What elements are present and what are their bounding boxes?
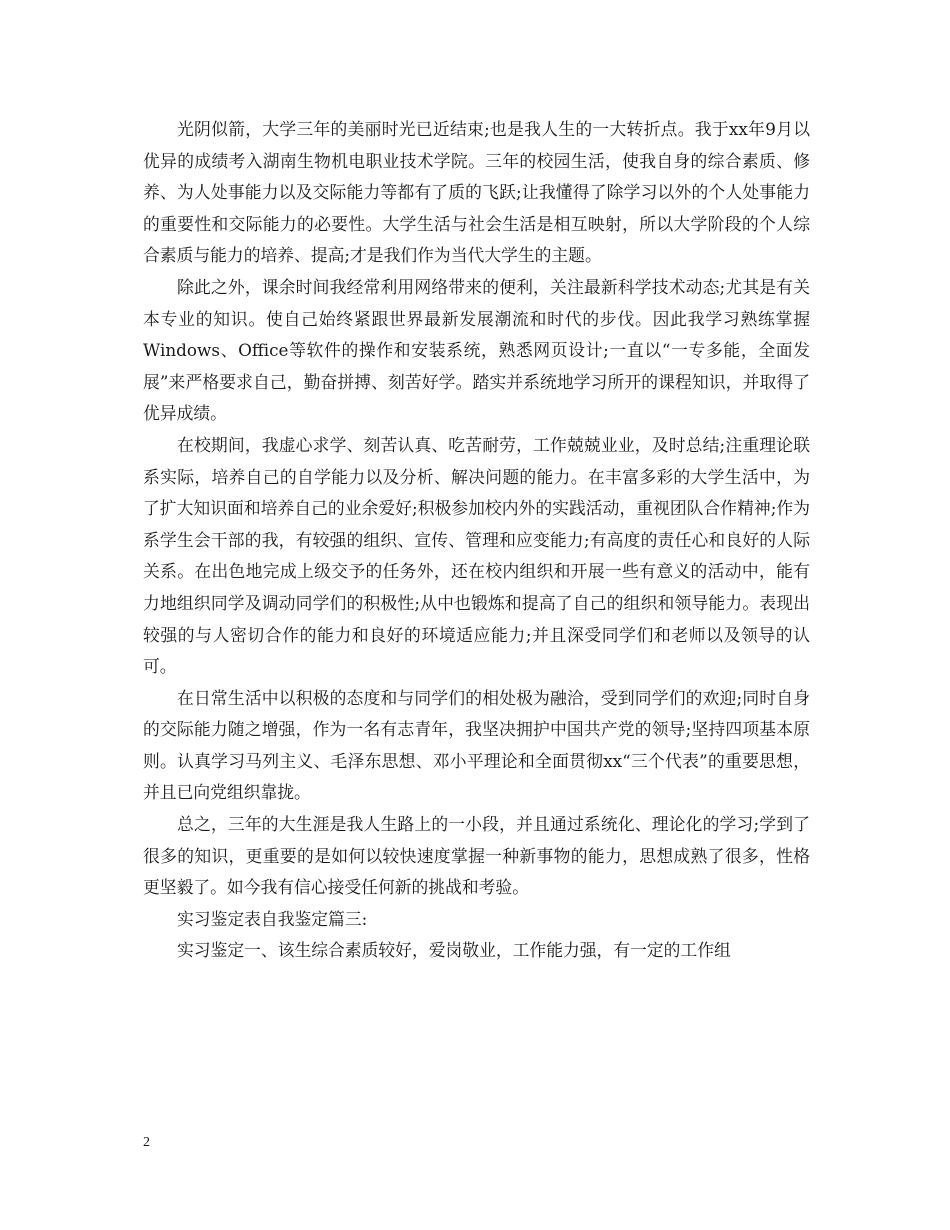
page-number: 2 [143,1135,150,1150]
paragraph-5: 总之，三年的大生涯是我人生路上的一小段，并且通过系统化、理论化的学习;学到了很多的知识，更重要的是如何以较快速度掌握一种新事物的能力，思想成熟了很多，性格更坚毅了。如今我有信心接受任何新的挑战和考验。 [143,814,810,898]
paragraph-2: 除此之外，课余时间我经常利用网络带来的便利，关注最新科学技术动态;尤其是有关本专业的知识。使自己始终紧跟世界最新发展潮流和时代的步伐。因此我学习熟练掌握Windows、Office等软件的操作和安装系统，熟悉网页设计;一直以“一专多能，全面发展”来严格要求自己，勤奋拼搏、刻苦好学。踏实并系统地学习所开的课程知识，并取得了优异成绩。 [143,276,810,424]
paragraph-1: 光阴似箭，大学三年的美丽时光已近结束;也是我人生的一大转折点。我于xx年9月以优异的成绩考入湖南生物机电职业技术学院。三年的校园生活，使我自身的综合素质、修养、为人处事能力以及交际能力等都有了质的飞跃;让我懂得了除学习以外的个人处事能力的重要性和交际能力的必要性。大学生活与社会生活是相互映射，所以大学阶段的个人综合素质与能力的培养、提高;才是我们作为当代大学生的主题。 [143,119,810,266]
section-heading: 实习鉴定表自我鉴定篇三: [177,908,368,929]
paragraph-6: 实习鉴定一、该生综合素质较好，爱岗敬业，工作能力强，有一定的工作组 [177,940,731,961]
paragraph-4: 在日常生活中以积极的态度和与同学们的相处极为融洽，受到同学们的欢迎;同时自身的交际能力随之增强，作为一名有志青年，我坚决拥护中国共产党的领导;坚持四项基本原则。认真学习马列主义、毛泽东思想、邓小平理论和全面贯彻xx“三个代表”的重要思想，并且已向党组织靠拢。 [143,687,810,803]
paragraph-3: 在校期间，我虚心求学、刻苦认真、吃苦耐劳，工作兢兢业业，及时总结;注重理论联系实际，培养自己的自学能力以及分析、解决问题的能力。在丰富多彩的大学生活中，为了扩大知识面和培养自己的业余爱好;积极参加校内外的实践活动，重视团队合作精神;作为系学生会干部的我，有较强的组织、宣传、管理和应变能力;有高度的责任心和良好的人际关系。在出色地完成上级交予的任务外，还在校内组织和开展一些有意义的活动中，能有力地组织同学及调动同学们的积极性;从中也锻炼和提高了自己的组织和领导能力。表现出较强的与人密切合作的能力和良好的环境适应能力;并且深受同学们和老师以及领导的认可。 [143,434,810,677]
body-text [143,114,810,967]
